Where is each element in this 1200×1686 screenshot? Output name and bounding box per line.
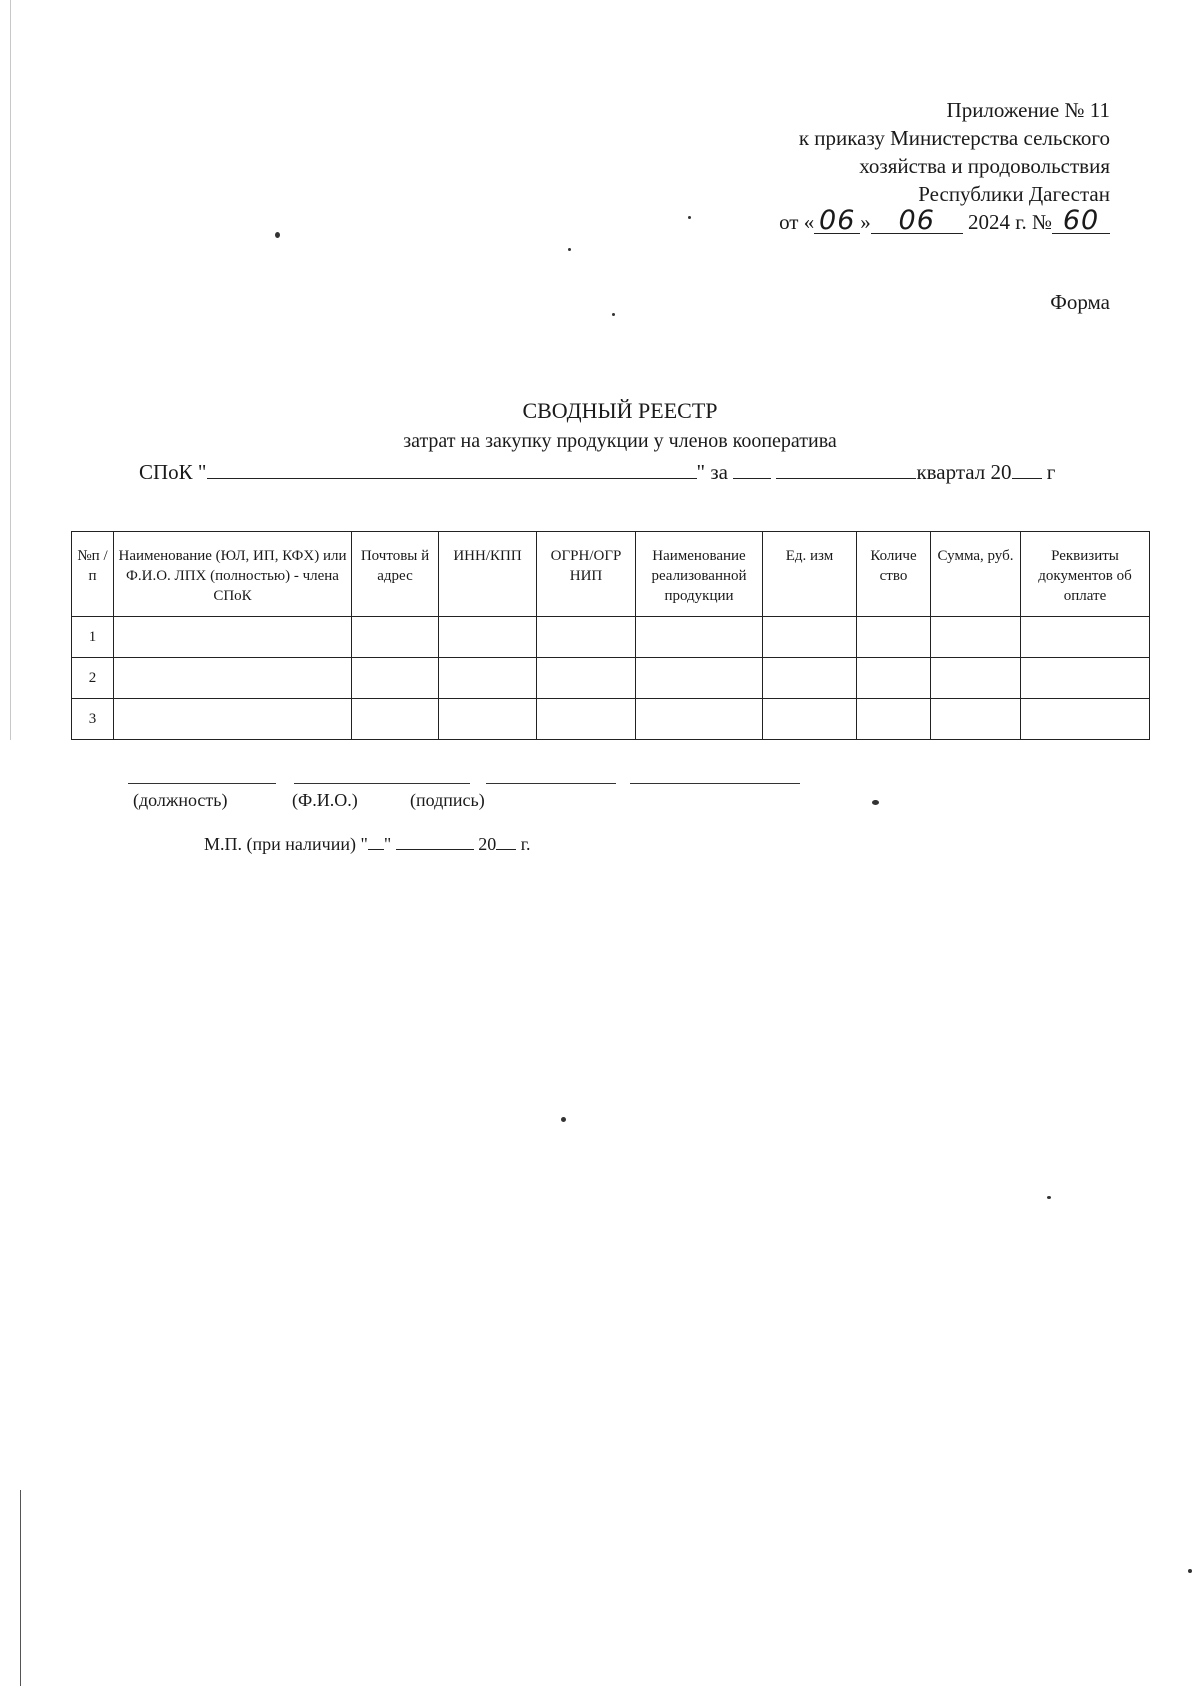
year-blank [1012,458,1042,479]
table-cell [537,699,636,740]
table-cell [857,699,931,740]
stamp-quote-close: " [383,834,392,854]
table-cell [1021,617,1150,658]
table-cell [763,699,857,740]
header-unit: Ед. изм [763,532,857,617]
table-cell [352,658,439,699]
table-cell [931,617,1021,658]
table-cell [763,617,857,658]
table-cell [931,699,1021,740]
register-table [71,531,1150,740]
table-cell [352,699,439,740]
header-quantity: Количе ство [857,532,931,617]
spok-end: г [1046,460,1056,484]
table-cell [857,658,931,699]
header-ogrn: ОГРН/ОГР НИП [537,532,636,617]
table-cell [439,617,537,658]
table-cell [636,658,763,699]
scan-speck [275,232,280,238]
table-cell [763,658,857,699]
row-number: 1 [72,617,114,658]
table-row [72,658,1150,699]
table-header-row [72,532,1150,617]
table-cell [1021,658,1150,699]
table-cell [352,617,439,658]
table-cell [857,617,931,658]
table-cell [636,617,763,658]
name-line [294,783,470,784]
header-amount: Сумма, руб. [931,532,1021,617]
header-product-name: Наименование реализованной продукции [636,532,763,617]
signature-line [486,783,616,784]
date-prefix: от « [779,210,815,234]
spok-name-blank [207,458,697,479]
stamp-prefix: М.П. (при наличии) " [204,834,368,854]
date-day-handwritten: 06 [814,209,860,234]
table-cell [537,658,636,699]
extra-line [630,783,800,784]
appendix-title: Приложение № 11 [946,98,1110,122]
position-line [128,783,276,784]
header-number: №п /п [72,532,114,617]
row-number: 2 [72,658,114,699]
appendix-republic: Республики Дагестан [918,182,1110,206]
spok-prefix: СПоК " [139,460,207,484]
stamp-year-blank [496,834,516,850]
scan-speck [872,800,879,805]
scan-speck [1047,1196,1051,1199]
appendix-block [779,96,1110,236]
form-label: Форма [1050,290,1110,314]
table-cell [114,658,352,699]
date-month-handwritten: 06 [871,209,963,234]
table-row [72,617,1150,658]
table-row [72,699,1150,740]
document-title: СВОДНЫЙ РЕЕСТР [522,398,718,423]
scan-speck [1188,1569,1192,1573]
scan-speck [561,1117,566,1122]
scan-edge-left [10,0,11,740]
signature-lines [0,783,1200,785]
appendix-order-ref: к приказу Министерства сельского [798,126,1110,150]
table-cell [439,699,537,740]
stamp-month-blank [396,834,474,850]
stamp-year-prefix: 20 [478,834,497,854]
header-inn-kpp: ИНН/КПП [439,532,537,617]
stamp-year-suffix: г. [520,834,531,854]
date-year: 2024 г. № [967,210,1052,234]
stamp-day-blank [368,834,384,850]
scan-edge-left-bottom [20,1490,21,1686]
appendix-ministry: хозяйства и продовольствия [859,154,1110,178]
table-cell [931,658,1021,699]
row-number: 3 [72,699,114,740]
table-cell [114,699,352,740]
header-member-name: Наименование (ЮЛ, ИП, КФХ) или Ф.И.О. ЛПХ (полностью) - члена СПоК [114,532,352,617]
header-postal-address: Почтовы й адрес [352,532,439,617]
document-subtitle: затрат на закупку продукции у членов кооператива [403,430,837,452]
stamp-line [204,834,531,855]
header-payment-docs: Реквизиты документов об оплате [1021,532,1150,617]
sign-label: (подпись) [410,790,485,810]
table-cell [114,617,352,658]
table-cell [636,699,763,740]
position-label: (должность) [133,790,228,810]
spok-line [139,458,1055,485]
spok-middle: " за [696,460,728,484]
order-number-handwritten: 60 [1052,209,1110,234]
scan-speck [568,248,571,251]
quarter-blank [776,458,916,479]
period-blank [733,458,771,479]
scan-speck [612,313,615,316]
fio-label: (Ф.И.О.) [292,790,358,810]
table-cell [1021,699,1150,740]
table-cell [537,617,636,658]
date-sep: » [860,210,871,234]
spok-quarter: квартал 20 [916,460,1012,484]
table-cell [439,658,537,699]
appendix-date-line [779,205,1110,236]
scan-speck [688,216,691,219]
